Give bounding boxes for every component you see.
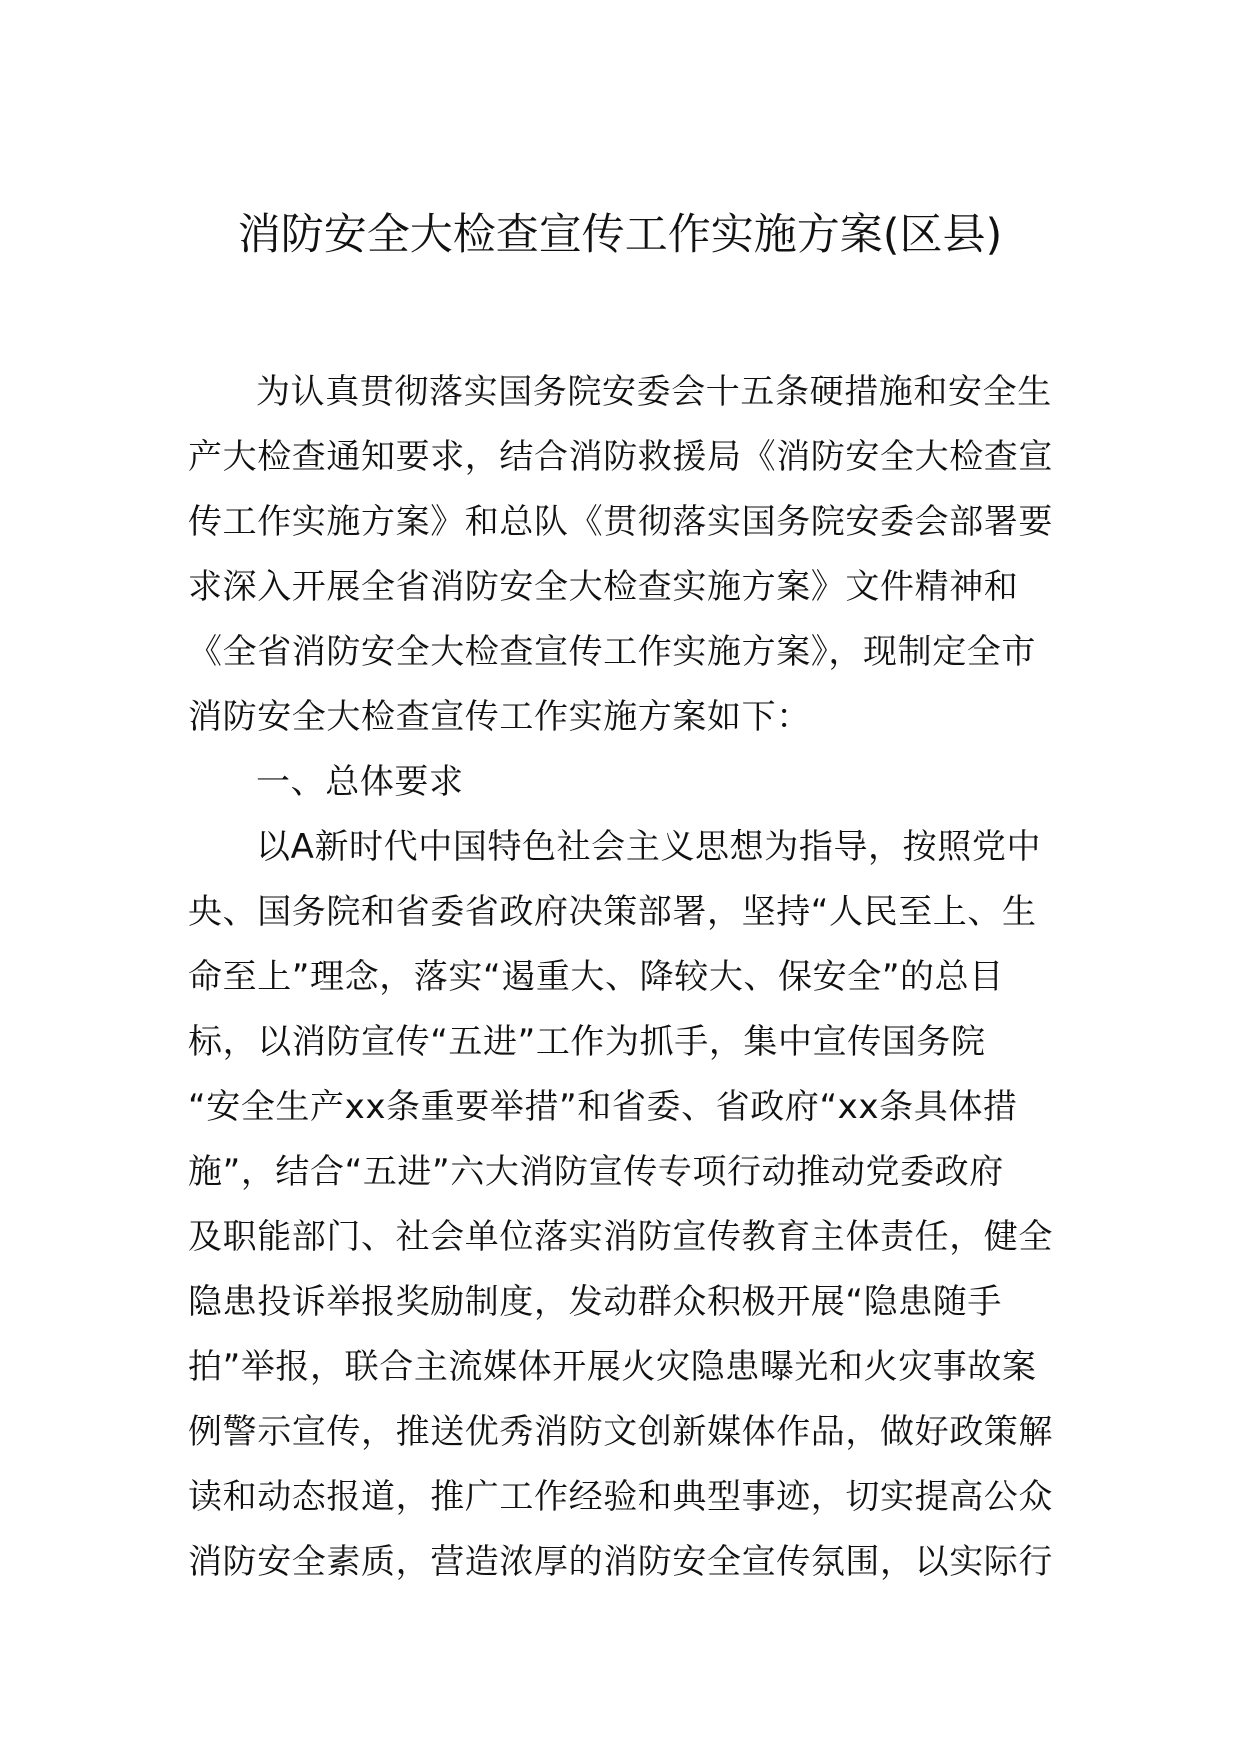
- paragraph-line: 传工作实施方案》和总队《贯彻落实国务院安委会部署要: [188, 502, 1053, 542]
- paragraph-line: 标，以消防宣传“五进”工作为抓手，集中宣传国务院: [188, 1022, 986, 1062]
- paragraph-line: 产大检查通知要求，结合消防救援局《消防安全大检查宣: [188, 437, 1053, 477]
- paragraph-line: 求深入开展全省消防安全大检查实施方案》文件精神和: [188, 567, 1019, 607]
- paragraph-line: 拍”举报，联合主流媒体开展火灾隐患曝光和火灾事故案: [188, 1347, 1037, 1387]
- paragraph-line: 施”，结合“五进”六大消防宣传专项行动推动党委政府: [188, 1152, 1004, 1192]
- paragraph-line: 命至上”理念，落实“遏重大、降较大、保安全”的总目: [188, 957, 1004, 997]
- document-title: 消防安全大检查宣传工作实施方案(区县): [237, 210, 1003, 260]
- paragraph-line: 为认真贯彻落实国务院安委会十五条硬措施和安全生: [256, 372, 1052, 412]
- paragraph-line: 读和动态报道，推广工作经验和典型事迹，切实提高公众: [188, 1477, 1053, 1517]
- paragraph-line: 消防安全大检查宣传工作实施方案如下：: [188, 697, 811, 737]
- section-heading: 一、总体要求: [256, 762, 464, 802]
- paragraph-line: 例警示宣传，推送优秀消防文创新媒体作品，做好政策解: [188, 1412, 1053, 1452]
- paragraph-line: 隐患投诉举报奖励制度，发动群众积极开展“隐患随手: [188, 1282, 1003, 1322]
- paragraph-line: 《全省消防安全大检查宣传工作实施方案》，现制定全市: [188, 632, 1036, 672]
- paragraph-line: 以A新时代中国特色社会主义思想为指导，按照党中: [256, 827, 1042, 867]
- paragraph-line: 消防安全素质，营造浓厚的消防安全宣传氛围，以实际行: [188, 1542, 1053, 1582]
- document-body: [188, 360, 1058, 1595]
- paragraph-line: 央、国务院和省委省政府决策部署，坚持“人民至上、生: [188, 892, 1037, 932]
- paragraph-line: 及职能部门、社会单位落实消防宣传教育主体责任，健全: [188, 1217, 1053, 1257]
- paragraph-line: “安全生产xx条重要举措”和省委、省政府“xx条具体措: [188, 1087, 1018, 1127]
